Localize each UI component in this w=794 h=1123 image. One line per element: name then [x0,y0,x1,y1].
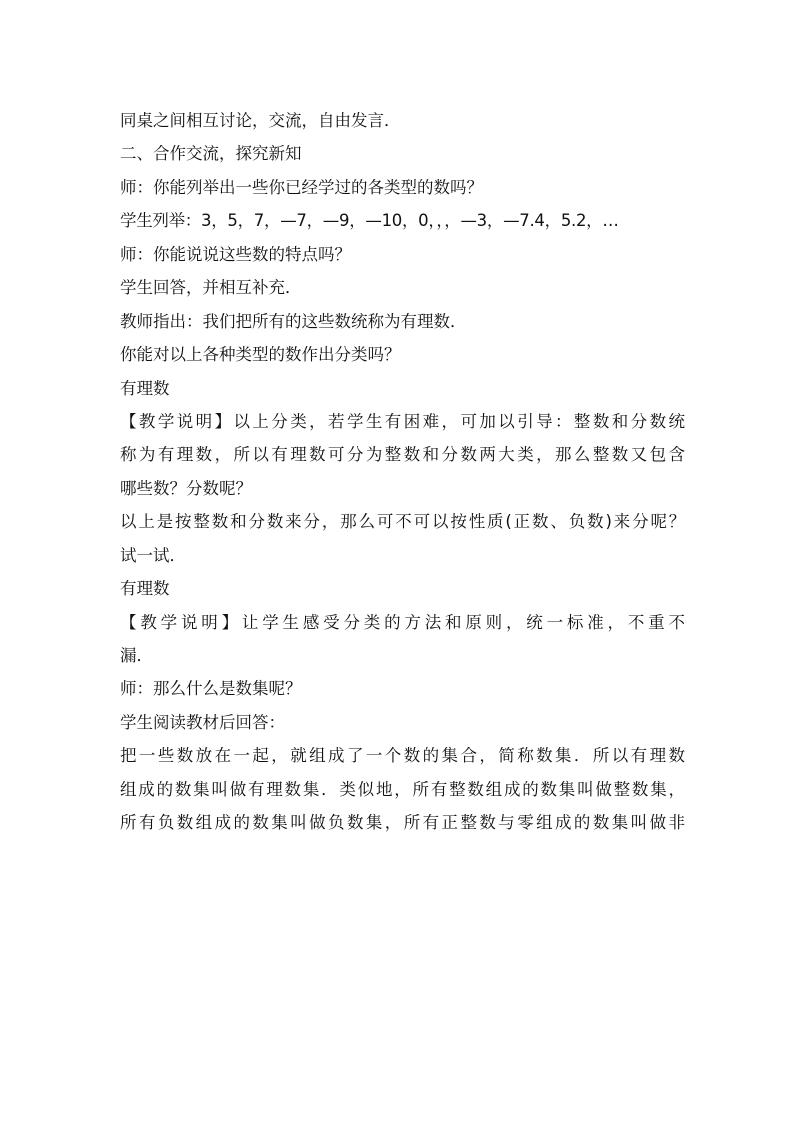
text-line-10: 【教学说明】以上分类，若学生有困难，可加以引导：整数和分数统 [120,411,685,431]
text-line-6: 学生回答，并相互补充． [120,278,302,298]
text-line-14: 试一试． [120,545,186,565]
text-line-1: 同桌之间相互讨论，交流，自由发言． [120,111,401,130]
text-line-7: 教师指出：我们把所有的这些数统称为有理数． [120,311,467,331]
text-line-18: 师：那么什么是数集呢？ [120,679,302,699]
text-line-4: 学生列举：3，5，7，—7，—9，—10，0，，，—3，—7.4，5.2，… [120,211,619,231]
text-line-11: 称为有理数，所以有理数可分为整数和分数两大类，那么整数又包含 [120,445,685,465]
text-line-8: 你能对以上各种类型的数作出分类吗？ [120,345,401,365]
text-line-21: 组成的数集叫做有理数集．类似地，所有整数组成的数集叫做整数集， [120,779,685,799]
text-line-13: 以上是按整数和分数来分，那么可不可以按性质(正数、负数)来分呢？ [120,512,685,532]
text-line-17: 漏． [120,646,153,665]
text-line-12: 哪些数？分数呢？ [120,478,252,498]
text-line-5: 师：你能说说这些数的特点吗？ [120,244,351,264]
text-line-19: 学生阅读教材后回答： [120,712,285,732]
document-body [120,104,685,840]
text-line-3: 师：你能列举出一些你已经学过的各类型的数吗？ [120,177,483,197]
text-line-22: 所有负数组成的数集叫做负数集，所有正整数与零组成的数集叫做非 [120,813,685,833]
text-line-15: 有理数 [120,579,170,599]
text-line-9: 有理数 [120,378,170,398]
section-heading: 二、合作交流，探究新知 [120,144,302,164]
text-line-16: 【教学说明】让学生感受分类的方法和原则，统一标准，不重不 [120,612,685,632]
text-line-20: 把一些数放在一起，就组成了一个数的集合，简称数集．所以有理数 [120,746,685,766]
